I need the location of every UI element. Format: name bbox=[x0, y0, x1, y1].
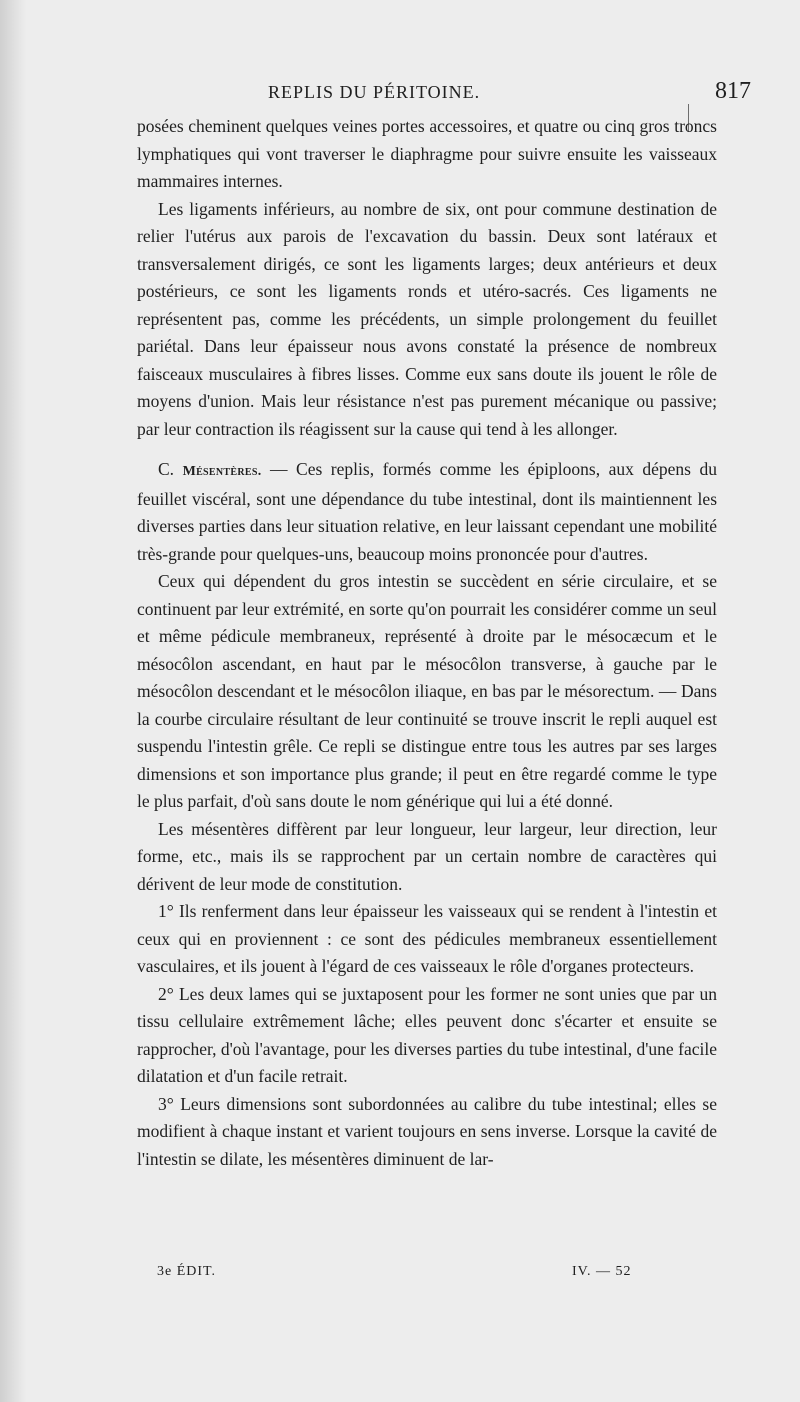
paragraph-4: Ceux qui dépendent du gros intestin se succèdent en série circulaire, et se continuent par leur extrémité, en sorte qu'on pourrait les considérer comme un seul et même pédicule membraneux, représenté à droite par le mésocæcum et le mésocôlon ascendant, en haut par le mésocôlon transverse, à gauche par le mésocôlon descendant et le mésocôlon iliaque, en bas par le mésorectum. — Dans la courbe circulaire résultant de leur continuité se trouve inscrit le repli auquel est suspendu l'intestin grêle. Ce repli se distingue entre tous les autres par ses larges dimensions et son importance plus grande; il peut en être regardé comme le type le plus parfait, d'où sans doute le nom générique qui lui a été donné. bbox=[137, 571, 717, 811]
paragraph-5: Les mésentères diffèrent par leur longueur, leur largeur, leur direction, leur forme, etc., mais ils se rapprochent par un certain nombre de caractères qui dérivent de leur mode de constitution. bbox=[137, 818, 717, 894]
paragraph-8: 3° Leurs dimensions sont subordonnées au calibre du tube intestinal; elles se modifient à chaque instant et varient toujours en sens inverse. Lorsque la cavité de l'intestin se dilate, les mésentères diminuent de lar- bbox=[137, 1093, 717, 1169]
page-gutter-shadow bbox=[0, 0, 26, 1402]
paragraph-3 bbox=[137, 456, 717, 568]
paragraph-1: posées cheminent quelques veines portes accessoires, et quatre ou cinq gros troncs lymphatiques qui vont traverser le diaphragme pour suivre ensuite les vaisseaux mammaires internes. bbox=[137, 116, 717, 191]
paragraph-7: 2° Les deux lames qui se juxtaposent pour les former ne sont unies que par un tissu cellulaire extrêmement lâche; elles peuvent donc s'écarter et ensuite se rapprocher, d'où l'avantage, pour les diverses parties du tube intestinal, d'une facile dilatation et d'un facile retrait. bbox=[137, 983, 717, 1086]
paragraph-6: 1° Ils renferment dans leur épaisseur les vaisseaux qui se rendent à l'intestin et ceux qui en proviennent : ce sont des pédicules membraneux essentiellement vasculaires, et ils jouent à l'égard de ces vaisseaux le rôle d'organes protecteurs. bbox=[137, 901, 717, 976]
running-title: REPLIS DU PÉRITOINE. bbox=[268, 82, 481, 102]
footer-signature: IV. — 52 bbox=[572, 1264, 632, 1279]
body-text bbox=[137, 113, 717, 1173]
footer-edition: 3e ÉDIT. bbox=[157, 1264, 217, 1279]
page-number: 817 bbox=[715, 78, 751, 104]
section-label: C. bbox=[158, 459, 175, 479]
section-heading: Mésentères. bbox=[182, 464, 262, 479]
paragraph-2: Les ligaments inférieurs, au nombre de six, ont pour commune destination de relier l'utérus aux parois de l'excavation du bassin. Deux sont latéraux et transversalement dirigés, ce sont les ligaments larges; deux antérieurs et deux postérieurs, ce sont les ligaments ronds et utéro-sacrés. Ces ligaments ne représentent pas, comme les précédents, un simple prolongement du feuillet pariétal. Dans leur épaisseur nous avons constaté la présence de nombreux faisceaux musculaires à fibres lisses. Comme eux sans doute ils jouent le rôle de moyens d'union. Mais leur résistance n'est pas purement mécanique ou passive; par leur contraction ils réagissent sur la cause qui tend à les allonger. bbox=[137, 198, 717, 439]
paragraph-3-text: — Ces replis, formés comme les épiploons, aux dépens du feuillet viscéral, sont une dépendance du tube intestinal, dont ils maintiennent les diverses parties dans leur situation relative, en leur laissant cependant une mobilité très-grande pour quelques-uns, beaucoup moins prononcée pour d'autres. bbox=[137, 459, 717, 564]
